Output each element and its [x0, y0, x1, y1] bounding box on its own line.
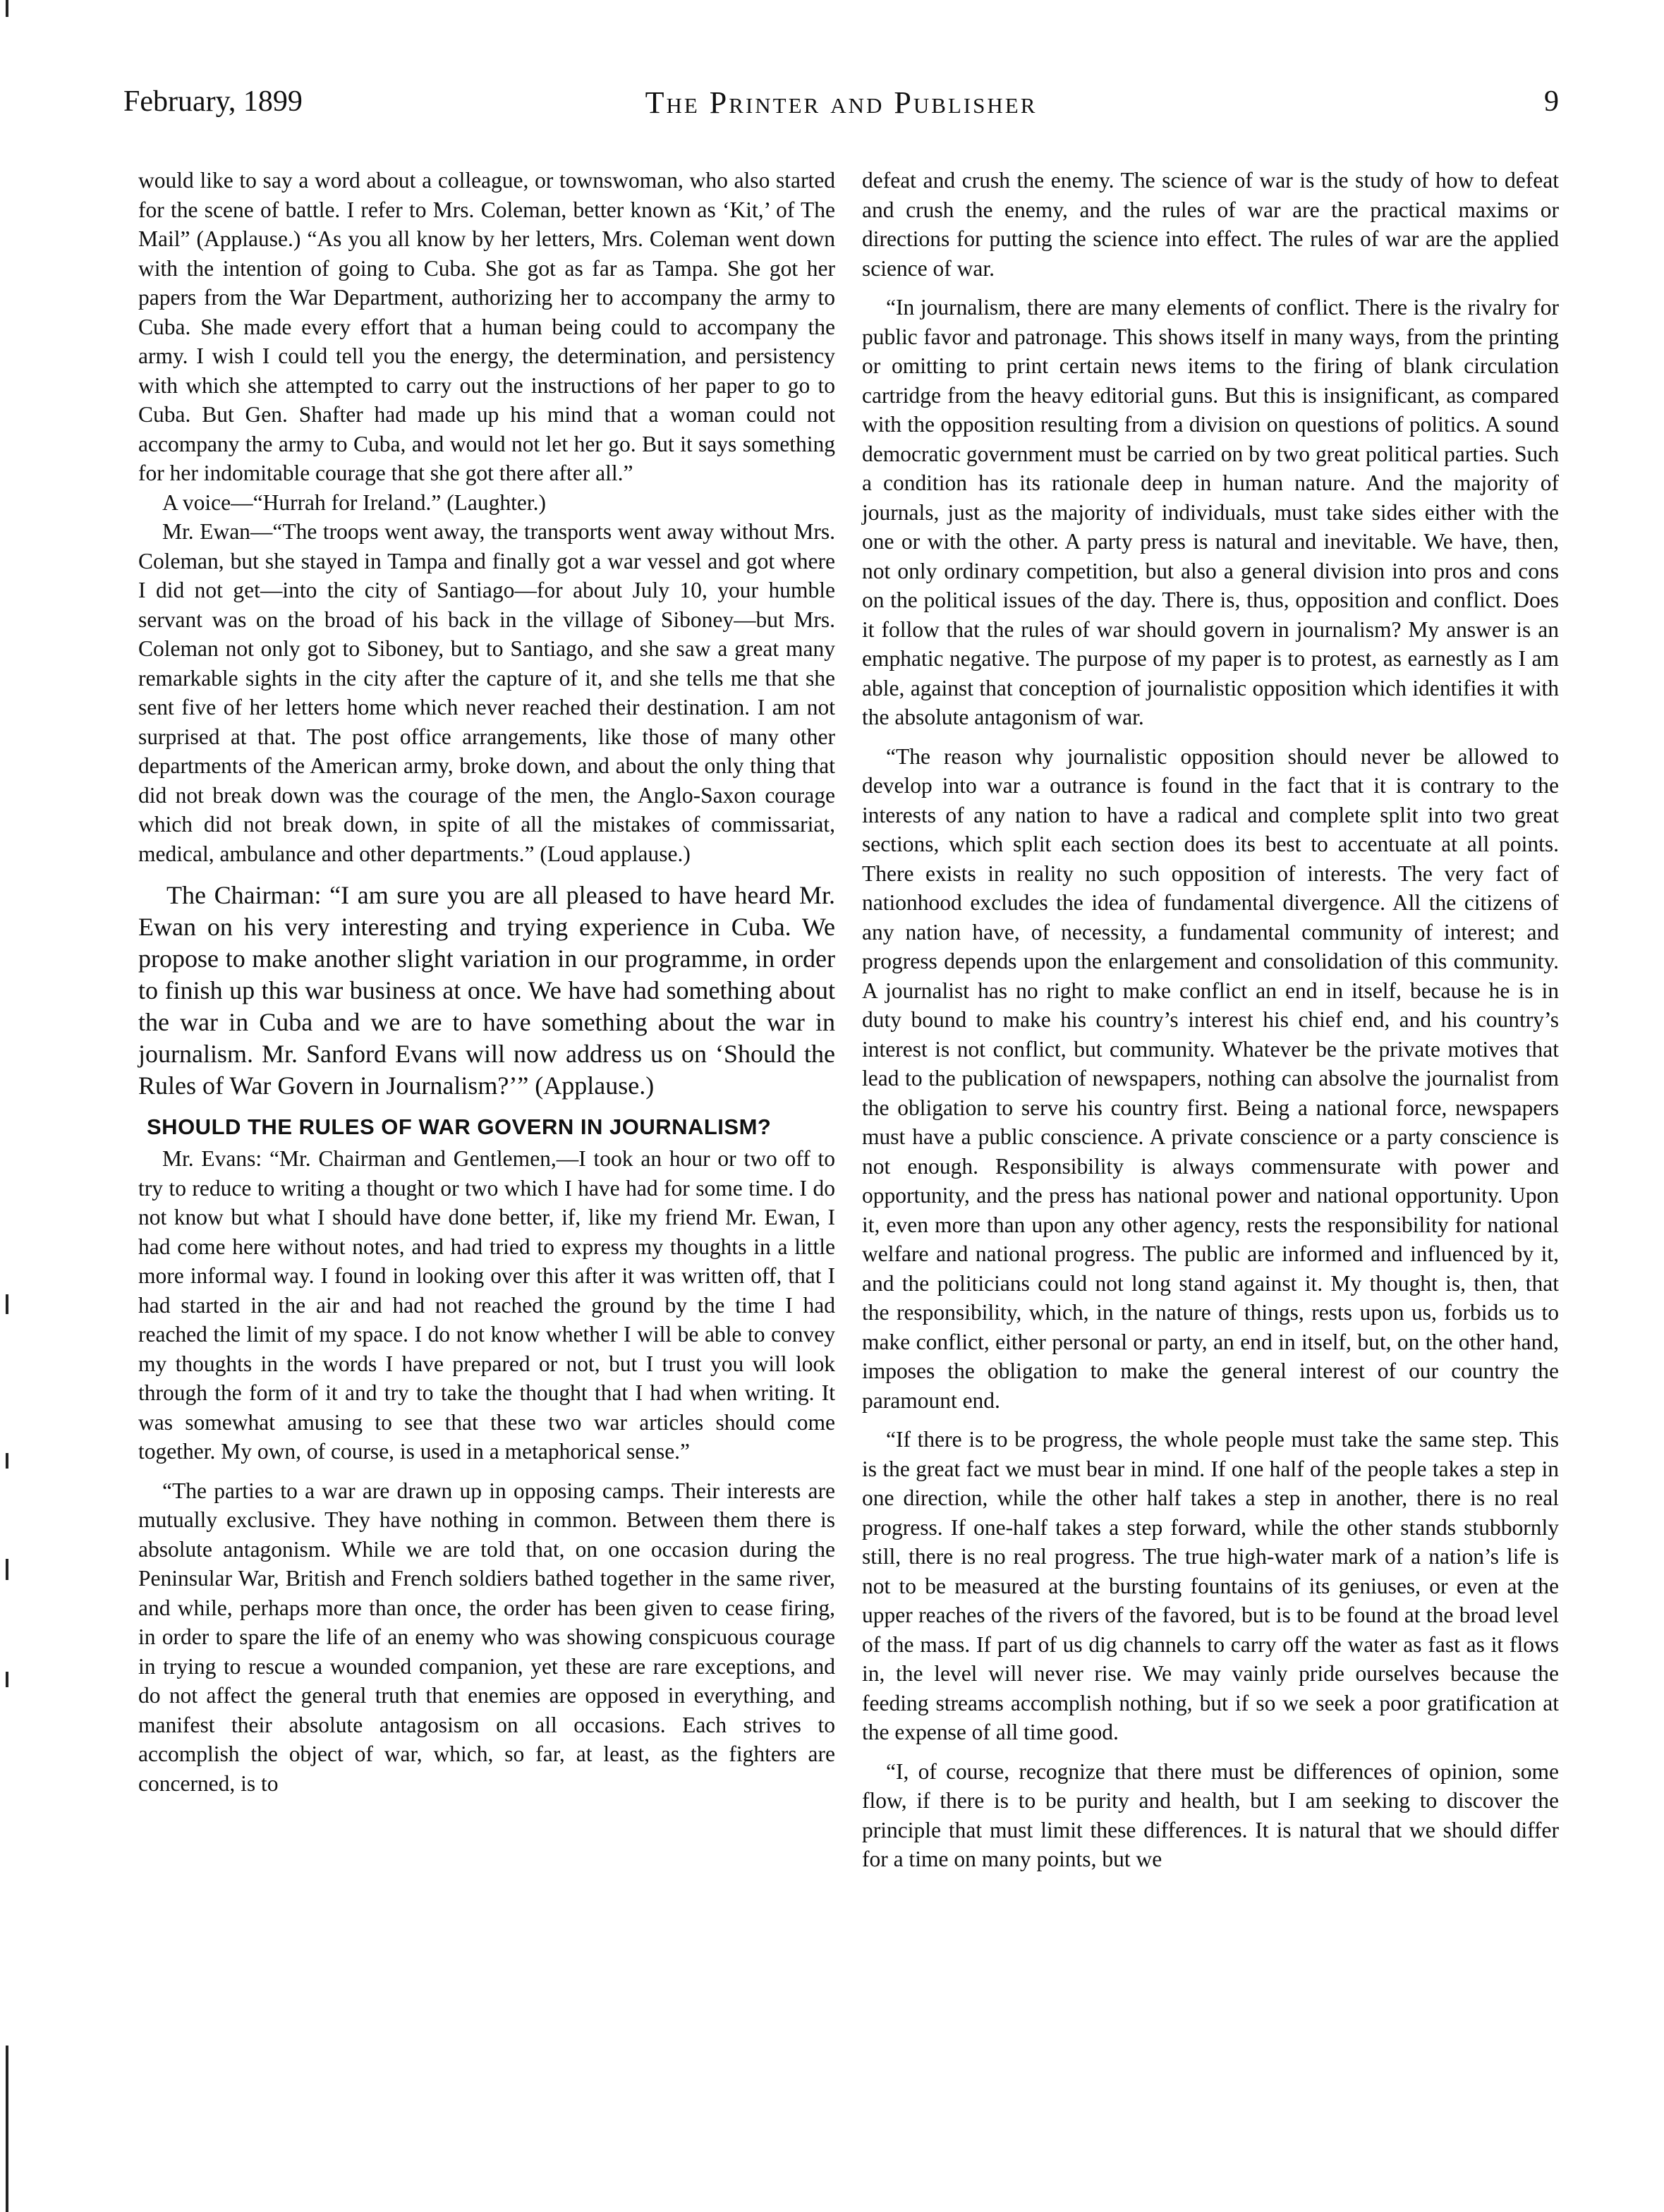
page-header	[123, 85, 1559, 134]
right-column	[862, 166, 1559, 1874]
section-heading: SHOULD THE RULES OF WAR GOVERN IN JOURNALISM?	[147, 1114, 772, 1139]
left-column	[138, 166, 835, 1798]
paragraph: would like to say a word about a colleague, or townswoman, who also started for the scene of battle. I refer to Mrs. Coleman, better known as ‘Kit,’ of The Mail” (Applause.) “As you all know by her letters, Mrs. Coleman went down with the intention of going to Cuba. She got as far as Tampa. She got her papers from the War Department, authorizing her to accompany the army to Cuba. She made every effort that a human being could to accompany the army. I wish I could tell you the energy, the determination, and persistency with which she attempted to carry out the instructions of her paper to go to Cuba. But Gen. Shafter had made up his mind that a woman could not accompany the army to Cuba, and would not let her go. But it says something for her indomitable courage that she got there after all.”	[138, 168, 835, 485]
scan-mark	[6, 0, 8, 17]
page-number: 9	[1544, 85, 1559, 118]
scan-mark	[6, 2046, 8, 2212]
paragraph: “In journalism, there are many elements of conflict. There is the rivalry for public favor and patronage. This shows itself in many ways, from the printing or omitting to print certain news items to the firing of blank circulation cartridge from the heavy editorial guns. But this is insignificant, as compared with the opposition resulting from a division on questions of politics. A sound democratic government must be carried on by two great political parties. Such a condition has its rationale deep in human nature. And the majority of journals, just as the majority of individuals, must take sides either with the one or with the other. A party press is natural and inevitable. We have, then, not only ordinary competition, but also a general division into pros and cons on the political issues of the day. There is, thus, opposition and conflict. Does it follow that the rules of war should govern in journalism? My answer is an emphatic negative. The purpose of my paper is to protest, as earnestly as I am able, against that conception of journalistic opposition which identifies it with the absolute antagonism of war.	[862, 295, 1559, 729]
paragraph: Mr. Ewan—“The troops went away, the transports went away without Mrs. Coleman, but she stayed in Tampa and finally got a war vessel and got where I did not get—into the city of Santiago—for about July 10, your humble servant was on the broad of his back in the village of Siboney—but Mrs. Coleman not only got to Siboney, but to Santiago, and she saw a great many remarkable sights in the city after the capture of it, and she tells me that she sent five of her letters home which never reached their destination. I am not surprised at that. The post office arrangements, like those of many other departments of the American army, broke down, and about the only thing that did not break down was the courage of the men, the Anglo-Saxon courage which did not break down, in spite of all the mistakes of commissariat, medical, ambulance and other departments.” (Loud applause.)	[138, 519, 835, 866]
scan-mark	[6, 1672, 8, 1687]
paragraph: The Chairman: “I am sure you are all pleased to have heard Mr. Ewan on his very interesting and trying experience in Cuba. We propose to make another slight variation in our programme, in order to finish up this war business at once. We have had something about the war in Cuba and we are to have something about the war in journalism. Mr. Sanford Evans will now address us on ‘Should the Rules of War Govern in Journalism?’” (Applause.)	[138, 881, 835, 1100]
paragraph: “If there is to be progress, the whole people must take the same step. This is the great fact we must bear in mind. If one half of the people takes a step in one direction, while the other half takes a step in another, there is no real progress. If one-half takes a step forward, while the other stands stubbornly still, there is no real progress. The true high-water mark of a nation’s life is not to be measured at the bursting fountains of its geniuses, or even at the upper reaches of the rivers of the favored, but is to be found at the broad level of the mass. If part of us dig channels to carry off the water as fast as it flows in, the level will never rise. We may vainly pride ourselves because the feeding streams accomplish nothing, but if so we seek a poor gratification at the expense of all time good.	[862, 1427, 1559, 1744]
publication-title: The Printer and Publisher	[645, 85, 1038, 120]
scan-mark	[6, 1453, 8, 1469]
paragraph: “I, of course, recognize that there must be differences of opinion, some flow, if there is to be purity and health, but I am seeking to discover the principle that must limit these differences. It is natural that we should differ for a time on many points, but we	[862, 1758, 1559, 1871]
paragraph: A voice—“Hurrah for Ireland.” (Laughter.)	[162, 490, 547, 515]
issue-date: February, 1899	[123, 85, 303, 118]
paragraph: defeat and crush the enemy. The science of war is the study of how to defeat and crush the enemy, and the rules of war are the practical maxims or directions for putting the science into effect. The rules of war are the applied science of war.	[862, 168, 1559, 281]
scan-mark	[6, 1559, 8, 1580]
paragraph: “The parties to a war are drawn up in opposing camps. Their interests are mutually exclusive. They have nothing in common. Between them there is absolute antagonism. While we are told that, on one occasion during the Peninsular War, British and French soldiers bathed together in the same river, and while, perhaps more than once, the order has been given to cease firing, in order to spare the life of an enemy who was showing conspicuous courage in trying to rescue a wounded companion, yet these are rare exceptions, and do not affect the general truth that enemies are opposed in everything, and manifest their absolute antagosism on all occasions. Each strives to accomplish the object of war, which, so far, at least, as the fighters are concerned, is to	[138, 1478, 835, 1796]
paragraph: “The reason why journalistic opposition should never be allowed to develop into war a outrance is found in the fact that it is contrary to the interests of any nation to have a radical and complete split into two great sections, which split each section does its best to accentuate at all points. There exists in reality no such opposition of interests. The very fact of nationhood excludes the idea of fundamental divergence. All the citizens of any nation have, of necessity, a fundamental community of interest; and progress depends upon the enlargement and consolidation of this community. A journalist has no right to make conflict an end in itself, because he is in duty bound to make his country’s interest his chief end, and his country’s interest is not conflict, but community. Whatever be the private motives that lead to the publication of newspapers, nothing can absolve the journalist from the obligation to serve his country first. Being a national force, newspapers must have a public conscience. A private conscience or a party conscience is not enough. Responsibility is always commensurate with power and opportunity, and the press has national power and national opportunity. Upon it, even more than upon any other agency, rests the responsibility for national welfare and national progress. The public are informed and influenced by it, and the politicians could not long stand against it. My thought is, then, that the responsibility, which, in the nature of things, rests upon us, forbids us to make conflict, either personal or party, an end in itself, but, on the other hand, imposes the obligation to make the general interest of our country the paramount end.	[862, 743, 1559, 1413]
paragraph: Mr. Evans: “Mr. Chairman and Gentlemen,—I took an hour or two off to try to reduce to writing a thought or two which I have had for some time. I do not know but what I should have done better, if, like my friend Mr. Ewan, I had come here without notes, and had tried to express my thoughts in a little more informal way. I found in looking over this after it was written off, that I had started in the air and had not reached the ground by the time I had reached the limit of my space. I do not know whether I will be able to convey my thoughts in the words I have prepared or not, but I trust you will look through the form of it and try to take the thought that I had when writing. It was somewhat amusing to see that these two war articles should come together. My own, of course, is used in a metaphorical sense.”	[138, 1146, 835, 1464]
scan-mark	[6, 1294, 8, 1314]
